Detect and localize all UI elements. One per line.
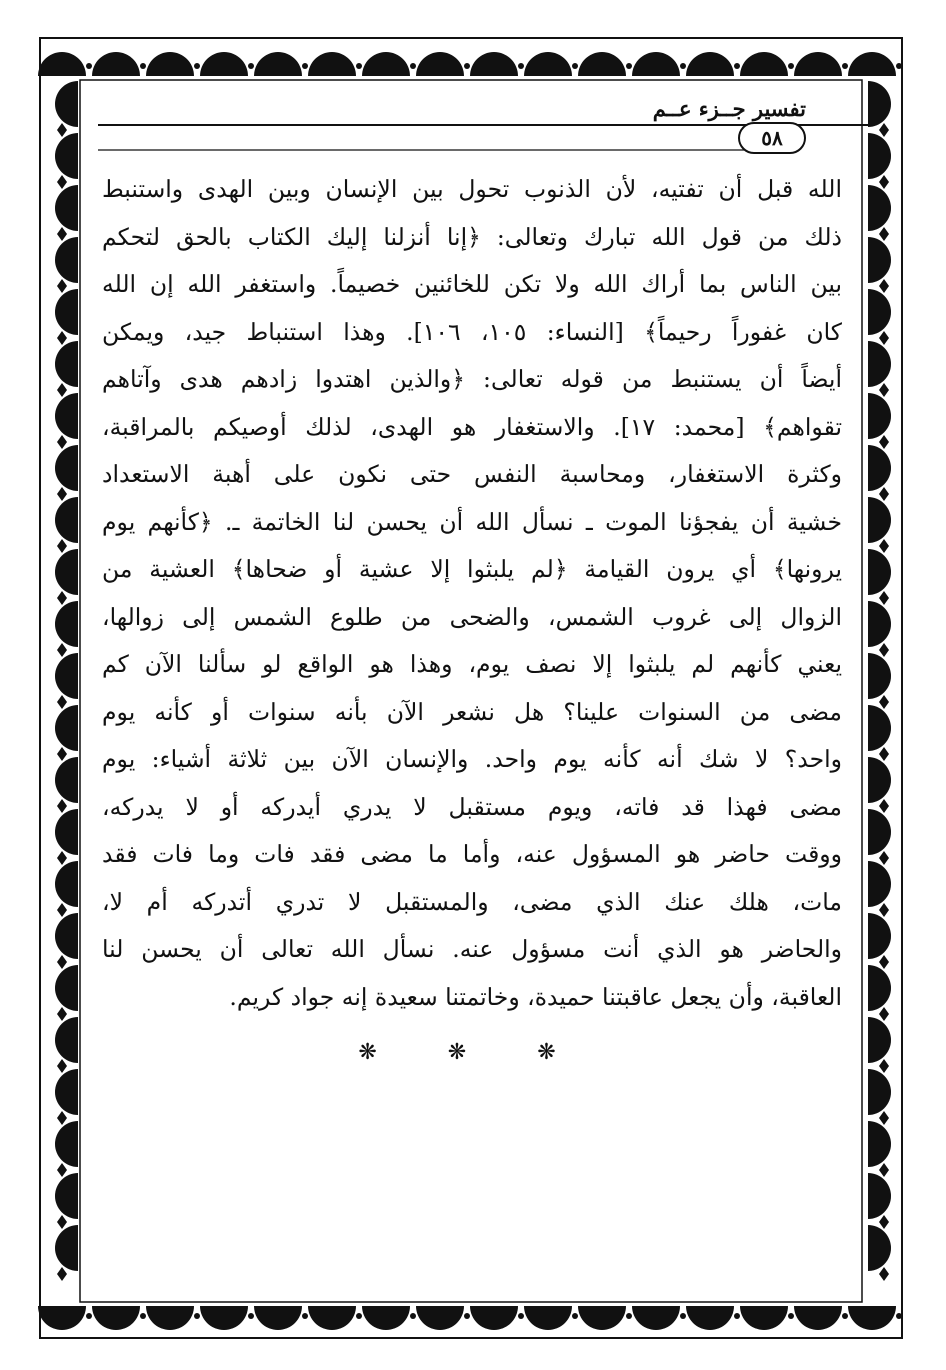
diamond-ornament xyxy=(57,799,67,813)
arch-ornament xyxy=(55,1225,78,1271)
arch-ornament xyxy=(38,52,86,76)
arch-ornament xyxy=(868,393,891,439)
arch-ornament xyxy=(55,757,78,803)
diamond-ornament xyxy=(680,63,686,69)
diamond-ornament xyxy=(879,643,889,657)
arch-ornament xyxy=(868,497,891,543)
arch-ornament xyxy=(55,1069,78,1115)
diamond-ornament xyxy=(410,1313,416,1319)
diamond-ornament xyxy=(896,1313,902,1319)
diamond-ornament xyxy=(879,331,889,345)
arch-ornament xyxy=(868,809,891,855)
arch-ornament xyxy=(55,809,78,855)
arch-ornament xyxy=(578,1306,626,1330)
diamond-ornament xyxy=(57,1215,67,1229)
text-line: تقواهم﴾ [محمد: ١٧]. والاستغفار هو الهدى، لذلك أوصيكم بالمراقبة، xyxy=(102,412,842,441)
arch-ornament xyxy=(254,52,302,76)
arch-ornament xyxy=(848,52,896,76)
arch-ornament xyxy=(794,1306,842,1330)
text-line: أيضاً أن يستنبط من قوله تعالى: ﴿والذين اهتدوا زادهم هدى وآتاهم xyxy=(102,365,842,393)
arch-ornament xyxy=(146,52,194,76)
arch-ornament xyxy=(868,861,891,907)
arch-ornament xyxy=(92,1306,140,1330)
running-header-title: تفسير جــزء عــم xyxy=(652,96,806,121)
arch-ornament xyxy=(686,1306,734,1330)
diamond-ornament xyxy=(248,1313,254,1319)
arch-ornament xyxy=(524,52,572,76)
diamond-ornament xyxy=(302,1313,308,1319)
diamond-ornament xyxy=(57,331,67,345)
diamond-ornament xyxy=(788,63,794,69)
diamond-ornament xyxy=(879,591,889,605)
arch-ornament xyxy=(868,1121,891,1167)
arch-ornament xyxy=(55,653,78,699)
arch-ornament xyxy=(868,653,891,699)
diamond-ornament xyxy=(879,487,889,501)
diamond-ornament xyxy=(464,63,470,69)
text-line: كان غفوراً رحيماً﴾ [النساء: ١٠٥، ١٠٦]. وهذا استنباط جيد، ويمكن xyxy=(102,317,842,346)
diamond-ornament xyxy=(879,539,889,553)
diamond-ornament xyxy=(842,63,848,69)
diamond-ornament xyxy=(57,279,67,293)
diamond-ornament xyxy=(248,63,254,69)
diamond-ornament xyxy=(302,63,308,69)
arch-ornament xyxy=(92,52,140,76)
diamond-ornament xyxy=(879,1267,889,1281)
text-line: واحد؟ لا شك أنه كأنه يوم واحد. والإنسان الآن بين ثلاثة أشياء: يوم xyxy=(102,745,842,773)
arch-ornament xyxy=(868,1173,891,1219)
diamond-ornament xyxy=(194,63,200,69)
arch-ornament xyxy=(55,393,78,439)
arch-ornament xyxy=(55,133,78,179)
diamond-ornament xyxy=(140,63,146,69)
diamond-ornament xyxy=(57,591,67,605)
arch-ornament xyxy=(55,861,78,907)
arch-ornament xyxy=(55,237,78,283)
diamond-ornament xyxy=(680,1313,686,1319)
arch-ornament xyxy=(868,601,891,647)
diamond-ornament xyxy=(842,1313,848,1319)
diamond-ornament xyxy=(464,1313,470,1319)
diamond-ornament xyxy=(626,63,632,69)
arch-ornament xyxy=(524,1306,572,1330)
diamond-ornament xyxy=(518,1313,524,1319)
arch-ornament xyxy=(55,1121,78,1167)
diamond-ornament xyxy=(194,1313,200,1319)
diamond-ornament xyxy=(57,1267,67,1281)
diamond-ornament xyxy=(57,643,67,657)
arch-ornament xyxy=(740,52,788,76)
diamond-ornament xyxy=(356,1313,362,1319)
diamond-ornament xyxy=(626,1313,632,1319)
diamond-ornament xyxy=(356,63,362,69)
diamond-ornament xyxy=(879,435,889,449)
arch-ornament xyxy=(416,52,464,76)
arch-ornament xyxy=(55,289,78,335)
diamond-ornament xyxy=(879,1163,889,1177)
arch-ornament xyxy=(868,757,891,803)
text-line: خشية أن يفجؤنا الموت ـ نسأل الله أن يحسن لنا الخاتمة ـ. ﴿كأنهم يوم xyxy=(102,507,842,536)
arch-ornament xyxy=(38,1306,86,1330)
diamond-ornament xyxy=(57,1163,67,1177)
arch-ornament xyxy=(470,52,518,76)
diamond-ornament xyxy=(879,1215,889,1229)
arch-ornament xyxy=(308,52,356,76)
arch-ornament xyxy=(868,913,891,959)
arch-ornament xyxy=(470,1306,518,1330)
text-line: يعني كأنهم لم يلبثوا إلا نصف يوم، وهذا هو الواقع لو سألنا الآن كم xyxy=(102,650,842,678)
diamond-ornament xyxy=(734,63,740,69)
arch-ornament xyxy=(416,1306,464,1330)
arch-ornament xyxy=(868,549,891,595)
arch-ornament xyxy=(55,185,78,231)
text-line: ذلك من قول الله تبارك وتعالى: ﴿إنا أنزلنا إليك الكتاب بالحق لتحكم xyxy=(102,222,842,251)
diamond-ornament xyxy=(879,903,889,917)
arch-ornament xyxy=(254,1306,302,1330)
diamond-ornament xyxy=(879,123,889,137)
text-line: مات، هلك عنك الذي مضى، والمستقبل لا تدري أتدركه أم لا، xyxy=(102,887,842,916)
diamond-ornament xyxy=(518,63,524,69)
diamond-ornament xyxy=(57,175,67,189)
text-line: ووقت حاضر هو المسؤول عنه، وأما ما مضى فقد فات وما فات فقد xyxy=(102,840,842,868)
arch-ornament xyxy=(868,965,891,1011)
arch-ornament xyxy=(868,445,891,491)
diamond-ornament xyxy=(57,851,67,865)
diamond-ornament xyxy=(572,63,578,69)
diamond-ornament xyxy=(57,227,67,241)
diamond-ornament xyxy=(879,799,889,813)
arch-ornament xyxy=(55,965,78,1011)
diamond-ornament xyxy=(57,747,67,761)
arch-ornament xyxy=(868,133,891,179)
arch-ornament xyxy=(200,52,248,76)
text-line: العاقبة، وأن يجعل عاقبتنا حميدة، وخاتمتنا سعيدة إنه جواد كريم. xyxy=(229,982,842,1011)
arch-ornament xyxy=(55,913,78,959)
arch-ornament xyxy=(55,445,78,491)
arch-ornament xyxy=(55,601,78,647)
arch-ornament xyxy=(362,1306,410,1330)
arch-ornament xyxy=(740,1306,788,1330)
diamond-ornament xyxy=(879,279,889,293)
arch-ornament xyxy=(146,1306,194,1330)
diamond-ornament xyxy=(879,955,889,969)
body-text xyxy=(102,166,842,1021)
arch-ornament xyxy=(55,341,78,387)
diamond-ornament xyxy=(879,1111,889,1125)
diamond-ornament xyxy=(879,227,889,241)
diamond-ornament xyxy=(879,1007,889,1021)
arch-ornament xyxy=(848,1306,896,1330)
arch-ornament xyxy=(868,185,891,231)
diamond-ornament xyxy=(57,123,67,137)
page-number-badge: ٥٨ xyxy=(738,122,806,154)
diamond-ornament xyxy=(788,1313,794,1319)
diamond-ornament xyxy=(896,63,902,69)
arch-ornament xyxy=(55,81,78,127)
diamond-ornament xyxy=(57,487,67,501)
diamond-ornament xyxy=(879,851,889,865)
diamond-ornament xyxy=(57,955,67,969)
arch-ornament xyxy=(55,549,78,595)
arch-ornament xyxy=(55,1173,78,1219)
section-separator: ❋ ❋ ❋ xyxy=(358,1040,588,1065)
arch-ornament xyxy=(868,237,891,283)
text-line: الله قبل أن تفتيه، لأن الذنوب تحول بين الإنسان وبين الهدى واستنبط xyxy=(102,175,842,203)
arch-ornament xyxy=(362,52,410,76)
diamond-ornament xyxy=(879,175,889,189)
text-line: مضى من السنوات علينا؟ هل نشعر الآن بأنه سنوات أو كأنه يوم xyxy=(102,697,842,726)
diamond-ornament xyxy=(57,383,67,397)
diamond-ornament xyxy=(879,747,889,761)
text-line: بين الناس بما أراك الله ولا تكن للخائنين خصيماً. واستغفر الله إن الله xyxy=(102,270,842,298)
text-line: الزوال إلى غروب الشمس، والضحى من طلوع الشمس إلى زوالها، xyxy=(102,602,842,631)
diamond-ornament xyxy=(57,695,67,709)
diamond-ornament xyxy=(734,1313,740,1319)
arch-ornament xyxy=(686,52,734,76)
arch-ornament xyxy=(632,1306,680,1330)
arch-ornament xyxy=(200,1306,248,1330)
arch-ornament xyxy=(868,705,891,751)
arch-ornament xyxy=(55,705,78,751)
arch-ornament xyxy=(868,1225,891,1271)
diamond-ornament xyxy=(879,695,889,709)
arch-ornament xyxy=(794,52,842,76)
diamond-ornament xyxy=(57,1111,67,1125)
diamond-ornament xyxy=(57,1007,67,1021)
arch-ornament xyxy=(578,52,626,76)
diamond-ornament xyxy=(572,1313,578,1319)
diamond-ornament xyxy=(57,539,67,553)
arch-ornament xyxy=(868,1069,891,1115)
text-line: يرونها﴾ أي يرون القيامة ﴿لم يلبثوا إلا عشية أو ضحاها﴾ العشية من xyxy=(102,555,842,583)
text-line: مضى فهذا قد فاته، ويوم مستقبل لا يدري أيدركه أو لا يدركه، xyxy=(102,792,842,821)
diamond-ornament xyxy=(879,383,889,397)
diamond-ornament xyxy=(57,903,67,917)
arch-ornament xyxy=(868,289,891,335)
arch-ornament xyxy=(868,81,891,127)
diamond-ornament xyxy=(140,1313,146,1319)
arch-ornament xyxy=(55,497,78,543)
arch-ornament xyxy=(868,341,891,387)
arch-ornament xyxy=(308,1306,356,1330)
text-line: وكثرة الاستغفار، ومحاسبة النفس حتى نكون على أهبة الاستعداد xyxy=(102,460,842,488)
diamond-ornament xyxy=(57,435,67,449)
arch-ornament xyxy=(632,52,680,76)
diamond-ornament xyxy=(86,63,92,69)
text-line: والحاضر هو الذي أنت مسؤول عنه. نسأل الله تعالى أن يحسن لنا xyxy=(102,935,842,963)
diamond-ornament xyxy=(410,63,416,69)
diamond-ornament xyxy=(86,1313,92,1319)
